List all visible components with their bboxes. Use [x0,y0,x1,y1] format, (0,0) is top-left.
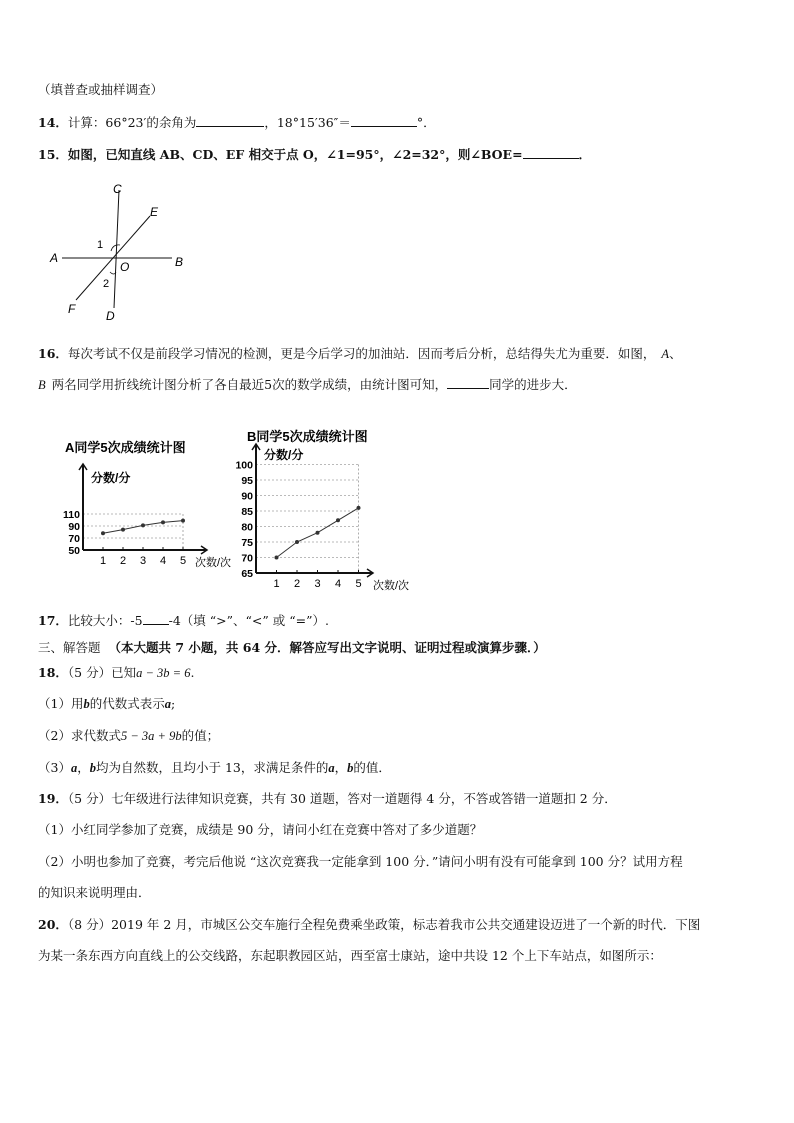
chart-b-ytick-label: 70 [241,552,253,565]
question-20-line-2: 为某一条东西方向直线上的公交线路，东起职教园区站，西至富士康站，途中共设 12 个上下车站点，如图所示： [38,948,662,963]
q19-number: 19． [38,791,68,806]
question-16-line-2 [38,376,577,394]
chart-b-xtick-label: 2 [293,578,301,590]
q20-number: 20． [38,917,68,932]
chart-b-xtick-label: 4 [334,578,342,590]
q17-text-1: 比较大小：-5 [67,613,143,628]
chart-b-ytick-label: 80 [241,521,253,534]
label-angle-1: 1 [97,239,104,251]
q17-text-2: -4（填 “>”、“<” 或 “=”）. [168,613,329,628]
q15-blank[interactable] [523,146,579,159]
chart-b-ytick-label: 90 [241,490,253,503]
label-e: E [150,205,159,219]
q19-part-2-line-2: 的知识来说明理由． [38,885,151,900]
q18-p3-f: ， [334,760,348,775]
chart-a [55,432,240,582]
chart-a-xtick-label: 1 [99,555,107,567]
q18-p3-b: ， [77,760,90,775]
q14-angle: 66°23′ [105,115,147,130]
q16-sep: 、 [669,346,682,361]
q16-a: A [661,347,670,361]
q14-deg: ° [416,115,424,130]
chart-a-ytick-label: 70 [68,533,80,545]
q18-part-3 [38,759,391,777]
label-o: O [120,260,130,274]
q18-p3-g: b [347,761,354,775]
question-15 [38,146,591,164]
q20-text-1: （8 分）2019 年 2 月，市城区公交车施行全程免费乘坐政策，标志着我市公共交通建设迈进了一个新的时代．下图 [67,917,701,932]
q15-figure [40,178,200,328]
q18-p2-end: 的值； [181,728,220,743]
q15-number: 15． [38,147,68,162]
q18-p2-a: （2）求代数式 [38,728,121,743]
q18-p2-expr: 5 − 3a + 9b [120,729,182,743]
q16-text-2: 两名同学用折线统计图分析了各自最近 [51,377,265,392]
chart-a-ylabel: 分数/分 [91,471,131,485]
q16-text-1: 每次考试不仅是前段学习情况的检测，更是今后学习的加油站．因而考后分析，总结得失尤为重要．如图， [67,346,656,361]
q18-score: （5 分）已知 [67,665,137,680]
section-3-heading [38,639,546,657]
chart-b-ytick-label: 100 [235,459,253,472]
chart-a-point [121,528,125,532]
q18-equation: a − 3b = 6 [136,666,191,680]
label-angle-2: 2 [103,278,110,290]
chart-a-title: A同学5次成绩统计图 [65,440,186,455]
chart-b-point [275,556,279,560]
section-3-desc: （本大题共 7 小题，共 64 分．解答应写出文字说明、证明过程或演算步骤．） [108,640,546,655]
chart-a-ytick-label: 50 [68,545,80,557]
section-3-title: 三、解答题 [38,640,101,655]
question-14 [38,114,436,132]
q17-blank[interactable] [143,612,169,625]
label-a: A [50,251,59,265]
chart-b-title: B同学5次成绩统计图 [247,429,368,444]
q15-end: ． [578,147,592,162]
q14-sep: ， [264,115,277,130]
q16-b: B [38,378,46,392]
q14-blank-1[interactable] [196,114,264,127]
chart-a-point [161,520,165,524]
q18-part-2 [38,727,219,745]
question-19 [38,790,617,808]
q16-text-3: 次的数学成绩，由统计图可知， [272,377,448,392]
q18-number: 18． [38,665,68,680]
q16-five: 5 [264,377,273,392]
q18-p3: （3） [38,760,71,775]
chart-b-xlabel: 次数/次 [373,580,410,592]
chart-a-xtick-label: 5 [179,555,187,567]
chart-b [225,422,425,592]
q19-part-1: （1）小红同学参加了竞赛，成绩是 90 分，请问小红在竞赛中答对了多少道题？ [38,822,483,837]
q14-text: 的余角为 [146,115,197,130]
chart-b-point [316,531,320,535]
chart-a-xtick-label: 2 [119,555,127,567]
chart-b-ylabel: 分数/分 [264,448,304,462]
q14-blank-2[interactable] [351,114,417,127]
chart-a-xlabel: 次数/次 [195,557,232,569]
q13-tail: （填普查或抽样调查） [38,82,164,97]
q14-expr: 18°15′36″＝ [276,115,351,130]
chart-b-point [336,518,340,522]
q18-p1-c: 的代数式表示 [89,696,165,711]
q18-p1-b: b [83,697,90,711]
q18-part-1: （1）用b的代数式表示a; [38,696,176,711]
chart-a-point [181,519,185,523]
q18-p1-d: a [164,697,171,711]
chart-a-ytick-label: 110 [63,509,80,521]
chart-a-point [101,531,105,535]
q18-p3-d: 均为自然数，且均小于 13，求满足条件的 [95,760,329,775]
question-16-line-1 [38,345,682,363]
q18-p3-c: b [89,761,96,775]
q18-p3-a: a [70,761,78,775]
q16-number: 16． [38,346,68,361]
chart-b-xtick-label: 1 [273,578,280,590]
q14-end: ． [423,115,436,130]
chart-b-point [295,540,299,544]
label-d: D [106,309,115,323]
question-20-line-1 [38,916,700,934]
chart-a-point [141,523,145,527]
label-c: C [113,182,122,196]
chart-b-ytick-label: 65 [241,568,253,580]
chart-b-xtick-label: 3 [314,578,321,590]
q16-blank[interactable] [447,376,489,389]
line-cd [114,190,119,308]
chart-b-ytick-label: 75 [241,537,253,549]
label-f: F [68,302,76,316]
chart-a-xtick-label: 4 [159,555,167,567]
question-17 [38,612,329,630]
q17-number: 17． [38,613,68,628]
chart-a-xtick-label: 3 [139,555,147,567]
label-b: B [175,255,184,269]
q14-label: 计算： [67,115,106,130]
question-18: 18．（5 分）已知a − 3b = 6. [38,665,195,680]
q18-p1-a: （1）用 [38,696,84,711]
chart-b-point [357,506,361,510]
q19-text: （5 分）七年级进行法律知识竞赛，共有 30 道题，答对一道题得 4 分，不答或答错一道题扣 2 分． [67,791,617,806]
q18-p3-e: a [328,761,335,775]
q15-text: 如图，已知直线 AB、CD、EF 相交于点 O，∠1=95°，∠2=32°，则∠BOE= [67,147,523,162]
q18-p3-h: 的值． [353,760,391,775]
q19-part-2-line-1: （2）小明也参加了竞赛，考完后他说 “这次竞赛我一定能拿到 100 分．”请问小明有没有可能拿到 100 分？试用方程 [38,854,683,869]
q16-text-4: 同学的进步大． [489,377,577,392]
q14-number: 14． [38,115,68,130]
angle-1-arc [111,245,120,251]
chart-a-ytick-label: 90 [68,521,80,533]
chart-b-ytick-label: 95 [241,475,253,487]
chart-b-ytick-label: 85 [241,506,253,518]
chart-b-xtick-label: 5 [355,578,362,590]
